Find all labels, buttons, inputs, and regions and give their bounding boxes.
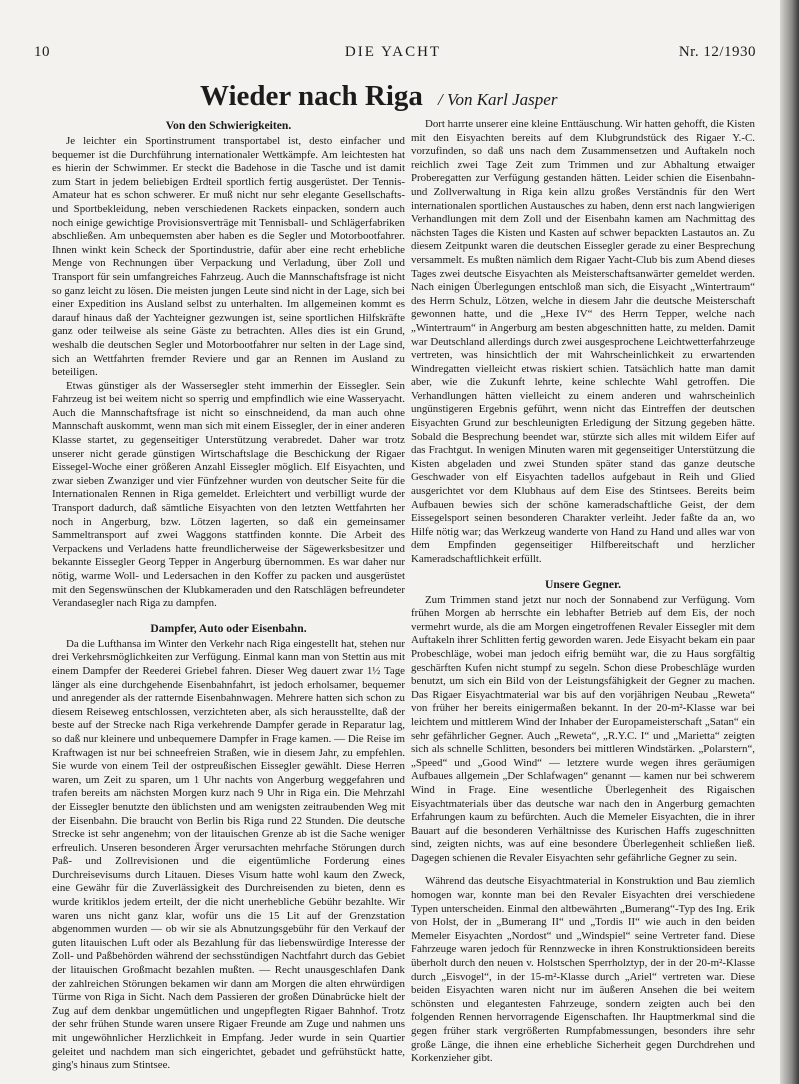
article-title: Wieder nach Riga [200, 80, 423, 112]
page-edge-shadow [780, 0, 799, 1084]
paragraph: Während das deutsche Eisyachtmaterial in Konstruktion und Bau ziemlich homogen war, konnte man bei den Revaler Eisyachten drei verschiedene Typen unterscheiden. Einmal den altbewährten „Bumerang“-Typ des Ing. Erik von Holst, der in „Bumerang II“ und „Tordis II“ wie auch in den beiden Memeler Eisyachten „Nordost“ und „Windspiel“ seine Vertreter fand. Diese Fahrzeuge waren jedoch für Rennzwecke in ihren Konstruktionsideen bereits überholt durch den neuen v. Holstschen Sperrholztyp, der in der 20-m²-Klasse durch „Eisvogel“, in der 15-m²-Klasse durch „Ariel“ vertreten war. Diese beiden Eisyachten waren nicht nur im äußeren Ansehen die bei weitem schönsten und elegantesten Fahrzeuge, sondern zeigten auch bei den folgenden Rennen hervorragende Eigenschaften. Ihr Hauptmerkmal sind die gegen früher stark vergrößerten Rumpfabmessungen, besonders ihre sehr große Länge, die ihnen eine erhebliche Sicherheit gegen Durchdrehen und Korkenzieher gibt. [411, 875, 755, 1065]
paragraph: Je leichter ein Sportinstrument transportabel ist, desto einfacher und bequemer ist die Durchführung internationaler Wettkämpfe. Am leichtesten hat es hierin der Schwimmer. Er steckt die Badehose in die Tasche und ist damit zum Start in jedem beliebigen Erdteil sportlich fertig ausgerüstet. Der Tennis-Amateur hat es schon schwerer. Er muß nicht nur sehr elegante Gesellschafts- und Sportbekleidung, neben verschiedenen Rackets einpacken, sondern auch noch einige gewichtige Provisionsverträge mit Tennisball- und Schlägerfabriken abschließen. Am unbequemsten aber haben es die Segler und Motorbootfahrer. Ihnen winkt kein Scheck der Sportindustrie, dafür aber eine recht erhebliche Menge von Rechnungen über Verpackung und Verladung, über Zoll und Transport für sein umfangreiches Fahrzeug. Auch die Mannschaftsfrage ist nicht so ganz leicht zu lösen. Die meisten jungen Leute sind nicht in der Lage, sich bei einer Expedition ins Ausland selbst zu unterhalten. Im allgemeinen kommt es darauf hinaus daß der Yachteigner gezwungen ist, seine sportlichen Hilfskräfte ganz oder teilweise als seine Gäste zu betrachten. Alles dies ist ein Grund, weshalb die deutschen Segler und Motorbootfahrer nur selten in der Lage sind, sich an Wettfahrten fremder Reviere und gar an Rennen im Ausland zu beteiligen. [52, 135, 405, 379]
page-number: 10 [34, 44, 50, 60]
section-heading-gegner: Unsere Gegner. [545, 577, 621, 591]
section-heading-dampfer: Dampfer, Auto oder Eisenbahn. [150, 621, 307, 635]
paragraph: Da die Lufthansa im Winter den Verkehr nach Riga eingestellt hat, stehen nur drei Verkehrsmöglichkeiten zur Verfügung. Einmal kann man von Stettin aus mit einem Dampfer der Reederei Griebel fahren. Dieser Weg dauert zwar 1½ Tage länger als eine durchgehende Eisenbahnfahrt, ist jedoch erholsamer, bequemer und anregender als der ratternde Eisenbahnwagen. Mehrere hatten sich schon zu diesem Reiseweg entschlossen, verzichteten aber, als sich herausstellte, daß der beste auf der Strecke nach Riga verkehrende Dampfer gerade in Reparatur lag, so daß nur kleinere und unbequemere Dampfer in Frage kamen. — Die Reise im Kraftwagen ist nur bei schneefreien Straßen, wie in diesem Jahr, zu empfehlen. Sie wurde von einem Teil der ostpreußischen Eissegler gewählt. Diese Herren waren, um Zeit zu sparen, um 1 Uhr nachts von Angerburg weggefahren und trafen bereits am nächsten Morgen kurz nach 9 Uhr in Riga ein. Die Mehrzahl der Eissegler benutzte den üblichsten und am wenigsten zeitraubenden Weg mit der Eisenbahn. Die braucht von Berlin bis Riga rund 22 Stunden. Die deutsche Strecke ist sehr angenehm; von der litauischen Grenze ab ist die Sache weniger erfreulich. Unseren besonderen Ärger verursachten mehrfache Störungen durch Paß- und Zollrevisionen und die eigentümliche Forderung eines Durchreisevisums durch Litauen. Dieses Visum hatte wohl kaum den Zweck, eine Gewähr für die Zuverlässigkeit des Durchreisenden zu bieten, denn es wurde kritiklos jedem erteilt, der die nicht unerhebliche Gebühr bezahlte. Wir waren uns nicht ganz klar, wofür uns die 15 Lit auf der Grenzstation abgenommen wurden — ob wir sie als Abnutzungsgebühr für den Verkauf der guten litauischen Luft oder als Bezahlung für das liebenswürdige Interesse der Zoll- und Paßbehörden während der sechsstündigen Nachtfahrt durch das Gebiet der litauischen Großmacht bezahlen mußten. — Recht unausgeschlafen Dank der zahlreichen Störungen bekamen wir dann am Morgen die alten ehrwürdigen Türme von Riga in Sicht. Nach dem Passieren der großen Dünabrücke hielt der Zug auf dem denkbar ungemütlichen und ungepflegten Rigaer Bahnhof. Trotz der sehr frühen Stunde waren unsere Rigaer Freunde am Zuge und nahmen uns mit ungewöhnlicher Herzlichkeit in Empfang. Jeder wurde in sein Quartier geleitet und nachdem man sich eingerichtet, gebadet und gefrühstückt hatte, ging's hinaus zum Stintsee. [52, 637, 405, 1072]
magazine-name: DIE YACHT [344, 44, 442, 60]
paragraph: Zum Trimmen stand jetzt nur noch der Sonnabend zur Verfügung. Vom frühen Morgen ab herrschte ein lebhafter Betrieb auf dem Eis, der noch vermehrt wurde, als die am Morgen eingetroffenen Revaler Eissegler mit dem Auftakeln ihrer Schlitten fertig geworden waren. Jede Eisyacht bekam ein paar Probeschläge, wobei man jedoch eifrig bemüht war, die zu Haus sorgfältig geschärften Kufen nicht stumpf zu segeln. Schon diese Probeschläge wurden benutzt, um sich ein Bild von der Leistungsfähigkeit der Gegner zu machen. Das Rigaer Eisyachtmaterial war bis auf den vorjährigen Neubau „Reweta“ von früher her bereits einigermaßen bekannt. In der 20-m²-Klasse war bei leichtem und mittlerem Wind der Inhaber der Europameisterschaft „Satan“ ein sehr gefährlicher Gegner. Auch „Reweta“, „R.Y.C. I“ und „Marietta“ zeigten sich als schnelle Schlitten, besonders bei mittleren Windstärken. „Polarstern“, „Speed“ und „Good Wind“ — letztere wurde wegen ihres geräumigen Aufbaues allgemein „Der Schlafwagen“ genannt — kamen nur bei schwerem Wind in Frage. Eine wesentliche Überlegenheit des Rigaischen Eisyachtmaterials über das deutsche war nach den in Angerburg gemachten Erfahrungen kaum zu befürchten. Auch die Memeler Eisyachten, die in ihrer Bauart auf die besonderen Verhältnisse des Kurischen Haffs zugeschnitten sind, zeigten nichts, was auf eine besondere Überlegenheit schließen ließ. Dagegen schienen die Revaler Eisyachten sehr gefährliche Gegner zu sein. [411, 593, 755, 864]
paragraph: Dort harrte unserer eine kleine Enttäuschung. Wir hatten gehofft, die Kisten mit den Eisyachten bereits auf dem Klubgrundstück des Rigaer Y.-C. vorzufinden, so daß uns nach dem Zusammensetzen und Auftakeln noch reichlich zwei Tage Zeit zum Trimmen und zur Abhaltung etwaiger Proberegatten zur Verfügung gestanden hätten. Leider schien die Eisenbahn- und Zollverwaltung in Riga kein allzu großes Verständnis für den Wert internationalen sportlichen Austausches zu haben, denn erst nach langwierigen Verhandlungen mit dem Zoll und der Eisenbahn kamen am Nachmittag des nächsten Tages die Kisten und Kasten auf schwer bepackten Lastautos an. Zu diesem Zeitpunkt waren die deutschen Eissegler gerade zu einer Besprechung versammelt. Es mußten nämlich dem Rigaer Yacht-Club bis zum Abend dieses Tages zwei deutsche Eisyachten als Meisterschaftsanwärter gemeldet werden. Nach einigen Überlegungen entschloß man sich, die Eisyacht „Wintertraum“ des Herrn Schulz, Lötzen, welche in diesem Jahr die deutsche Meisterschaft gewonnen hatte, und die „Hexe IV“ des Herrn Tepper, welche nach „Wintertraum“ in Angerburg am besten abgeschnitten hatte, zu melden. Damit war Deutschland allerdings durch zwei ausgesprochene Leichtwetterfahrzeuge vertreten, was hinsichtlich der mit Wahrscheinlichkeit zu erwartenden Windregatten vielleicht etwas riskiert schien. Tatsächlich hatte man damit aber, wie die Zukunft lehrte, keine schlechte Wahl getroffen. Die Verhandlungen hätten vielleicht zu einem anderen und wahrscheinlich ungünstigeren Ergebnis geführt, wenn nicht das Eintreffen der deutschen Eisyachten Grund zur beschleunigten Erledigung der Sitzung gegeben hätte. Sobald die Besprechung beendet war, stürzte sich alles mit wildem Eifer auf das Frachtgut. In wenigen Minuten waren mit gegenseitiger Unterstützung die Kisten abgeladen und zwei Stunden später stand das ganze deutsche Geschwader von elf Eisyachten tadellos aufgebaut in Reih und Glied ausgerichtet vor dem Klubhaus auf dem Eise des Stintsees. Bereits beim Aufbauen bewies sich der schöne kameradschaftliche Geist, der dem Eissegelsport seinen besonderen Charakter verleiht. Jeder faßte da an, wo Hilfe nötig war; das Werkzeug wanderte von Hand zu Hand und alles war von dem Empfinden gegenseitiger Hilfbereitschaft und herzlicher Kameradschaftlichkeit erfüllt. [411, 118, 756, 565]
left-column [52, 118, 405, 1073]
running-head [30, 44, 756, 64]
article-byline: / Von Karl Jasper [437, 90, 558, 109]
issue-number: Nr. 12/1930 [678, 44, 756, 60]
paragraph: Etwas günstiger als der Wassersegler steht immerhin der Eissegler. Sein Fahrzeug ist bei weitem nicht so sperrig und empfindlich wie eine Wasseryacht. Auch die Mannschaftsfrage ist nicht so einschneidend, da man auch ohne Mannschaft auskommt, wenn man sich mit einem Eissegler, der in einer anderen Klasse startet, zu gegenseitiger Unterstützung verabredet. Daher war trotz unserer nicht gerade günstigen Wirtschaftslage die Beschickung der Rigaer Eissegel-Woche einer größeren Anzahl Eissegler möglich. Elf Eisyachten, und zwar sieben Zwanziger und vier Fünfzehner wurden von deutscher Seite für die Internationalen Rennen in Riga gemeldet. Erleichtert und verbilligt wurde der Transport dadurch, daß sämtliche Eisyachten von den letzten Wettfahrten her noch in Angerburg, bzw. Lötzen lagerten, so daß ein gemeinsamer Sammeltransport auf zwei Waggons stattfinden konnte. Die Arbeit des Verpackens und Verladens hatte freundlicherweise der Sägewerksbesitzer und bekannte Eissegler Georg Tepper in Angerburg übernommen. Es war daher nur nötig, warme Woll- und Ledersachen in den Koffer zu packen und ausgerüstet mit den Segenswünschen der Klubkameraden und den Ratschlägen befreundeter Verandasegler nach Riga zu dampfen. [52, 379, 405, 610]
article-title-row [200, 80, 760, 114]
section-heading-schwierigkeiten: Von den Schwierigkeiten. [165, 119, 292, 132]
right-column [411, 118, 755, 1066]
